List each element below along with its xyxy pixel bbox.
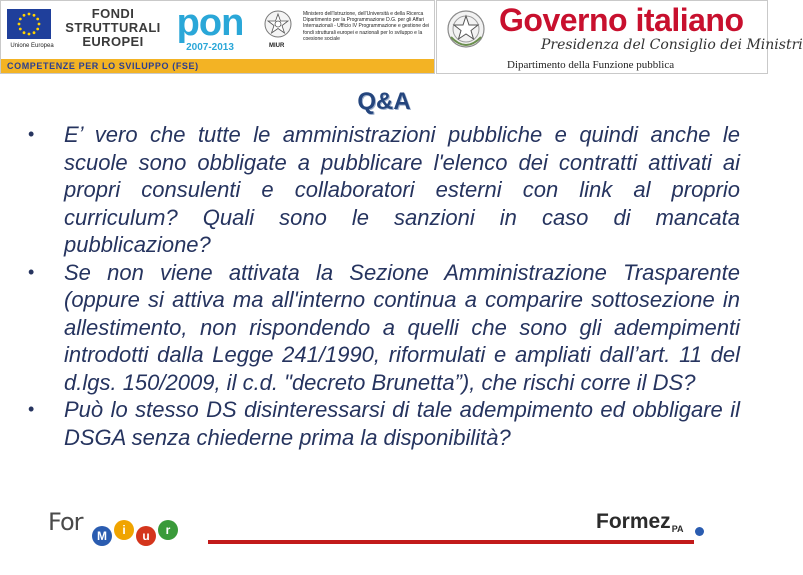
formiur-logo (48, 508, 188, 548)
formiur-letter: r (158, 520, 178, 540)
list-item (28, 396, 740, 451)
italian-republic-emblem-icon (445, 7, 487, 53)
pon-logo (171, 3, 249, 53)
bullet-icon: • (28, 261, 35, 282)
fondi-strutturali-logo (63, 7, 163, 49)
pon-word: pon (176, 2, 244, 44)
formez-text: Formez (596, 510, 671, 533)
formiur-letter: M (92, 526, 112, 546)
funzione-pubblica-caption: Dipartimento della Funzione pubblica (507, 59, 675, 71)
miur-description: Ministero dell'Istruzione, dell'Università e della Ricerca Dipartimento per la Programmazione D.G. per gli Affari Internazionali - Ufficio IV Programmazione e gestione dei fondi strutturali europei e nazionali per lo sviluppo e la coesione sociale (303, 11, 430, 42)
fondi-line: FONDI (91, 6, 135, 21)
formez-dot-icon (695, 527, 704, 536)
formiur-letter: i (114, 520, 134, 540)
eu-caption: Unione Europea (10, 43, 54, 49)
fondi-line: EUROPEI (82, 34, 144, 49)
eu-flag-icon (7, 9, 51, 39)
presidenza-subtitle: Presidenza del Consiglio dei Ministri (541, 37, 803, 53)
fondi-line: STRUTTURALI (65, 20, 161, 35)
list-item (28, 259, 740, 397)
question-list (28, 121, 740, 451)
formiur-for-text: For (48, 508, 83, 536)
formiur-letter: u (136, 526, 156, 546)
fse-banner (0, 0, 435, 74)
list-item (28, 121, 740, 259)
bullet-icon: • (28, 399, 35, 419)
republic-emblem-icon (263, 9, 293, 39)
question-text: E’ vero che tutte le amministrazioni pubbliche e quindi anche le scuole sono obbligate a pubblicare l'elenco dei contratti attivati ai propri consulenti e collaboratori esterni con link al proprio curriculum? Quali sono le sanzioni in caso di mancata pubblicazione? (64, 122, 740, 257)
governo-banner (436, 0, 803, 74)
bullet-icon: • (28, 124, 35, 144)
question-text: Può lo stesso DS disinteressarsi di tale adempimento ed obbligare il DSGA senza chiederne prima la disponibilità? (64, 397, 740, 450)
formez-logo (596, 510, 684, 534)
governo-italiano-title: Governo italiano (499, 2, 744, 38)
question-text: Se non viene attivata la Sezione Amministrazione Trasparente (oppure si attiva ma all'interno continua a comparire sottosezione in allestimento, non rispondendo a quelli che sono gli adempimenti introdotti dalla Legge 241/1990, riformulati e ampliati dall’art. 11 del d.lgs. 150/2009, il c.d. "decreto Brunetta”), che rischi corre il DS? (64, 259, 740, 395)
formez-pa-suffix: PA (671, 524, 684, 534)
page-title: Q&A (357, 88, 411, 115)
pon-years: 2007-2013 (186, 42, 234, 53)
competenze-strip: COMPETENZE PER LO SVILUPPO (FSE) (1, 59, 434, 73)
miur-caption: MIUR (269, 43, 285, 49)
footer-divider (208, 540, 694, 544)
